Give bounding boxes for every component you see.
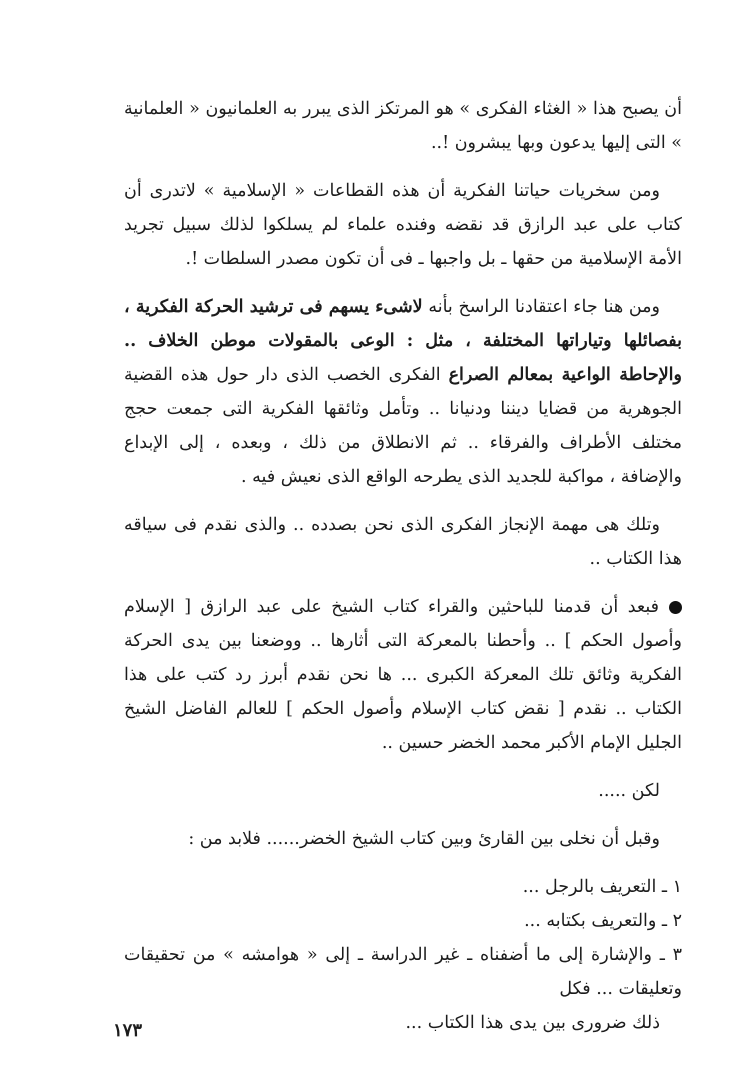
bullet-icon [669, 601, 682, 614]
paragraph: وتلك هى مهمة الإنجاز الفكرى الذى نحن بصدده .. والذى نقدم فى سياقه هذا الكتاب .. [124, 515, 682, 569]
paragraph: أن يصبح هذا « الغثاء الفكرى » هو المرتكز الذى يبرر به العلمانيون « العلمانية » التى إليها يدعون وبها يبشرون !.. [124, 99, 682, 153]
bullet-text: فبعد أن قدمنا للباحثين والقراء كتاب الشيخ على عبد الرازق [ الإسلام وأصول الحكم ] .. وأحطنا بالمعركة التى أثارها .. ووضعنا بين يدى الحركة الفكرية وثائق تلك المعركة الكبرى ... ها نحن نقدم أبرز رد كتب على هذا الكتاب .. نقدم [ نقض كتاب الإسلام وأصول الحكم ] للعالم الفاضل الشيخ الجليل الإمام الأكبر محمد الخضر حسين .. [124, 597, 682, 753]
paragraph-lead: ومن هنا جاء اعتقادنا الراسخ بأنه [422, 297, 660, 317]
paragraph: وقبل أن نخلى بين القارئ وبين كتاب الشيخ الخضر...... فلابد من : [188, 829, 660, 849]
list-item: ١ ـ التعريف بالرجل ... [522, 877, 682, 897]
paragraph [124, 290, 682, 494]
paragraph-emphasis: لاشىء يسهم فى ترشيد الحركة الفكرية ، بفصائلها وتياراتها المختلفة ، مثل : الوعى بالمقولات موطن الخلاف .. والإحاطة الواعية بمعالم الصراع [124, 297, 682, 385]
paragraph-tail: الفكرى الخصب الذى دار حول هذه القضية الجوهرية من قضايا ديننا ودنيانا .. وتأمل وثائقها الفكرية التى جمعت حجج مختلف الأطراف والفرقاء .. ثم الانطلاق من ذلك ، وبعده ، إلى الإبداع والإضافة ، مواكبة للجديد الذى يطرحه الواقع الذى نعيش فيه . [124, 365, 682, 487]
list-item: ٢ ـ والتعريف بكتابه ... [524, 911, 682, 931]
page-body [124, 92, 682, 1040]
paragraph: لكن ..... [598, 781, 660, 801]
bullet-paragraph [124, 590, 682, 760]
list-item: ٣ ـ والإشارة إلى ما أضفناه ـ غير الدراسة ـ إلى « هوامشه » من تحقيقات وتعليقات ... فكل [124, 945, 682, 999]
page-number: ١٧٣ [113, 1020, 143, 1041]
paragraph: ومن سخريات حياتنا الفكرية أن هذه القطاعات « الإسلامية » لاتدرى أن كتاب على عبد الرازق قد نقضه وفنده علماء لم يسلكوا لذلك سبيل تجريد الأمة الإسلامية من حقها ـ بل واجبها ـ فى أن تكون مصدر السلطات !. [124, 181, 682, 269]
list-item-continuation: ذلك ضرورى بين يدى هذا الكتاب ... [405, 1013, 660, 1033]
